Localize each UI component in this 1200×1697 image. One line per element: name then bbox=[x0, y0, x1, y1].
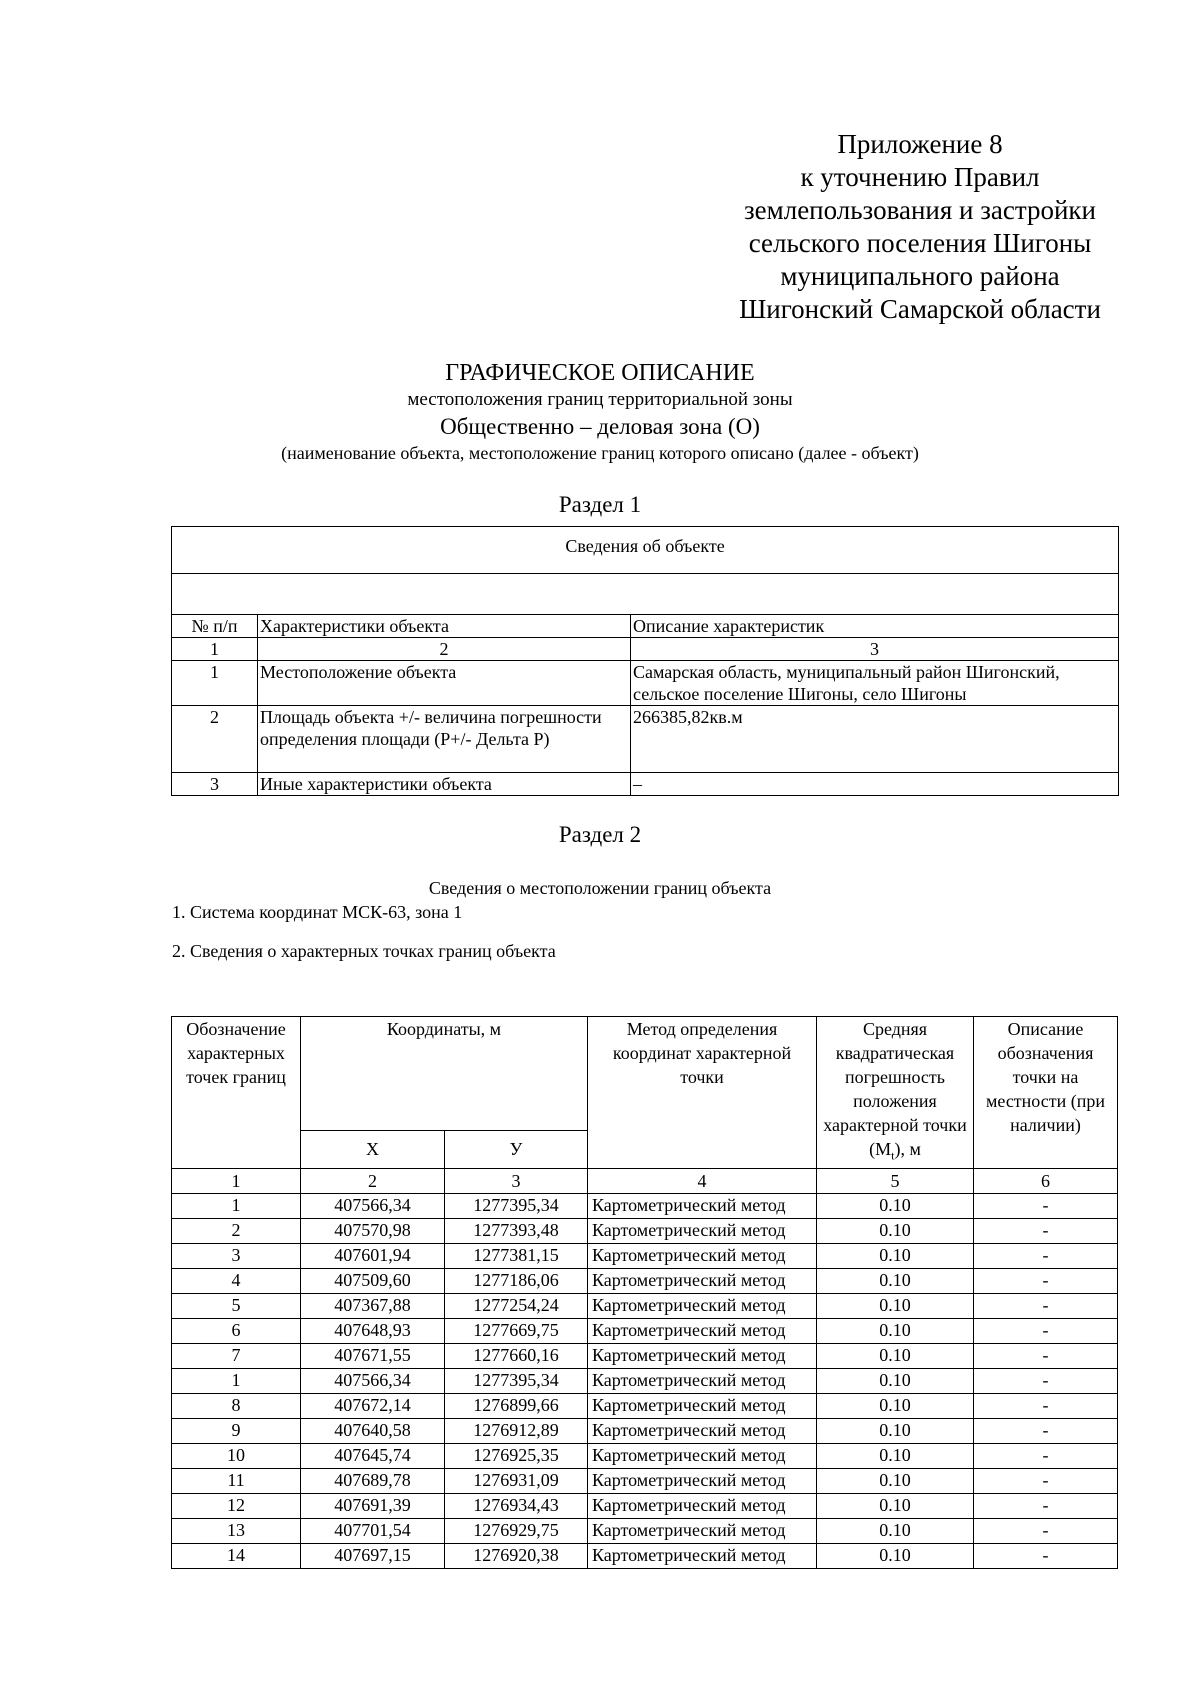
column-number: 6 bbox=[974, 1168, 1118, 1193]
error-value: 0.10 bbox=[817, 1393, 974, 1418]
point-id: 13 bbox=[172, 1518, 301, 1543]
coord-x: 407671,55 bbox=[301, 1343, 445, 1368]
points-heading: 2. Сведения о характерных точках границ объекта bbox=[172, 941, 556, 961]
column-number: 2 bbox=[258, 638, 631, 661]
coord-x: 407640,58 bbox=[301, 1418, 445, 1443]
header-method: Метод определения координат характерной точки bbox=[588, 1017, 817, 1169]
table-row bbox=[172, 1193, 1118, 1218]
header-cell: Описание характеристик bbox=[631, 615, 1119, 638]
table-row bbox=[172, 1343, 1118, 1368]
coord-x: 407697,15 bbox=[301, 1543, 445, 1568]
table-caption: Сведения об объекте bbox=[172, 527, 1119, 574]
section2-title: Раздел 2 bbox=[558, 822, 642, 847]
document-subtitle: местоположения границ территориальной зоны bbox=[407, 389, 793, 410]
method: Картометрический метод bbox=[588, 1293, 817, 1318]
coord-x: 407689,78 bbox=[301, 1468, 445, 1493]
coord-y: 1276920,38 bbox=[445, 1543, 588, 1568]
coordinate-system: 1. Система координат МСК-63, зона 1 bbox=[172, 902, 463, 922]
coord-y: 1277660,16 bbox=[445, 1343, 588, 1368]
column-number: 4 bbox=[588, 1168, 817, 1193]
error-value: 0.10 bbox=[817, 1293, 974, 1318]
point-id: 3 bbox=[172, 1243, 301, 1268]
coord-y: 1276934,43 bbox=[445, 1493, 588, 1518]
coord-x: 407645,74 bbox=[301, 1443, 445, 1468]
method: Картометрический метод bbox=[588, 1493, 817, 1518]
point-id: 7 bbox=[172, 1343, 301, 1368]
coord-y: 1277669,75 bbox=[445, 1318, 588, 1343]
point-description: - bbox=[974, 1518, 1118, 1543]
method: Картометрический метод bbox=[588, 1418, 817, 1443]
table-row bbox=[172, 1368, 1118, 1393]
coord-y: 1277395,34 bbox=[445, 1193, 588, 1218]
column-number: 5 bbox=[817, 1168, 974, 1193]
point-description: - bbox=[974, 1418, 1118, 1443]
table-row bbox=[172, 1518, 1118, 1543]
row-number: 2 bbox=[172, 706, 258, 773]
section2-caption: Сведения о местоположении границ объекта bbox=[428, 878, 772, 898]
section1-title: Раздел 1 bbox=[558, 492, 642, 517]
column-number: 1 bbox=[172, 1168, 301, 1193]
coord-y: 1276929,75 bbox=[445, 1518, 588, 1543]
coord-x: 407509,60 bbox=[301, 1268, 445, 1293]
header-point: Обозначение характерных точек границ bbox=[172, 1017, 301, 1169]
coord-x: 407367,88 bbox=[301, 1293, 445, 1318]
appendix-line: сельского поселения Шигоны bbox=[748, 228, 1092, 258]
point-description: - bbox=[974, 1318, 1118, 1343]
column-number: 3 bbox=[631, 638, 1119, 661]
coord-x: 407601,94 bbox=[301, 1243, 445, 1268]
coord-x: 407648,93 bbox=[301, 1318, 445, 1343]
table-row bbox=[172, 1318, 1118, 1343]
error-value: 0.10 bbox=[817, 1343, 974, 1368]
error-value: 0.10 bbox=[817, 1318, 974, 1343]
row-number: 3 bbox=[172, 773, 258, 796]
coord-y: 1277254,24 bbox=[445, 1293, 588, 1318]
coord-x: 407691,39 bbox=[301, 1493, 445, 1518]
title-note: (наименование объекта, местоположение границ которого описано (далее - объект) bbox=[281, 443, 919, 463]
point-description: - bbox=[974, 1293, 1118, 1318]
point-id: 12 bbox=[172, 1493, 301, 1518]
error-value: 0.10 bbox=[817, 1418, 974, 1443]
table-row bbox=[172, 1393, 1118, 1418]
method: Картометрический метод bbox=[588, 1443, 817, 1468]
point-id: 11 bbox=[172, 1468, 301, 1493]
error-value: 0.10 bbox=[817, 1368, 974, 1393]
characteristic-value: – bbox=[631, 773, 1119, 796]
point-id: 14 bbox=[172, 1543, 301, 1568]
method: Картометрический метод bbox=[588, 1243, 817, 1268]
coord-x: 407672,14 bbox=[301, 1393, 445, 1418]
table-row bbox=[172, 706, 1119, 773]
header-error-text: Средняя квадратическая погрешность положения характерной точки (M bbox=[823, 1019, 967, 1159]
method: Картометрический метод bbox=[588, 1468, 817, 1493]
table-row bbox=[172, 1418, 1118, 1443]
table-row bbox=[172, 773, 1119, 796]
point-description: - bbox=[974, 1368, 1118, 1393]
table-row bbox=[172, 1543, 1118, 1568]
coord-x: 407566,34 bbox=[301, 1368, 445, 1393]
table-row bbox=[172, 1218, 1118, 1243]
error-value: 0.10 bbox=[817, 1543, 974, 1568]
error-value: 0.10 bbox=[817, 1518, 974, 1543]
error-value: 0.10 bbox=[817, 1468, 974, 1493]
header-error-suffix: ), м bbox=[894, 1139, 921, 1159]
coord-x: 407570,98 bbox=[301, 1218, 445, 1243]
table-row bbox=[172, 1268, 1118, 1293]
point-id: 6 bbox=[172, 1318, 301, 1343]
coord-y: 1277381,15 bbox=[445, 1243, 588, 1268]
method: Картометрический метод bbox=[588, 1318, 817, 1343]
header-description: Описание обозначения точки на местности (при наличии) bbox=[974, 1017, 1118, 1169]
point-id: 2 bbox=[172, 1218, 301, 1243]
method: Картометрический метод bbox=[588, 1393, 817, 1418]
zone-name: Общественно – деловая зона (О) bbox=[440, 414, 760, 439]
column-number: 1 bbox=[172, 638, 258, 661]
characteristic-name: Площадь объекта +/- величина погрешности определения площади (Р+/- Дельта Р) bbox=[258, 706, 631, 773]
point-description: - bbox=[974, 1343, 1118, 1368]
coord-y: 1276925,35 bbox=[445, 1443, 588, 1468]
header-y: У bbox=[445, 1131, 588, 1168]
appendix-line: к уточнению Правил bbox=[800, 162, 1040, 192]
method: Картометрический метод bbox=[588, 1268, 817, 1293]
appendix-header bbox=[720, 128, 1120, 326]
table-row bbox=[172, 1468, 1118, 1493]
table-row bbox=[172, 1293, 1118, 1318]
table-row bbox=[172, 1493, 1118, 1518]
header-cell: № п/п bbox=[172, 615, 258, 638]
point-description: - bbox=[974, 1493, 1118, 1518]
coord-y: 1276931,09 bbox=[445, 1468, 588, 1493]
point-description: - bbox=[974, 1193, 1118, 1218]
coord-y: 1277186,06 bbox=[445, 1268, 588, 1293]
document-title: ГРАФИЧЕСКОЕ ОПИСАНИЕ bbox=[445, 360, 755, 386]
method: Картометрический метод bbox=[588, 1518, 817, 1543]
table-row bbox=[172, 1243, 1118, 1268]
point-description: - bbox=[974, 1268, 1118, 1293]
table-row bbox=[172, 661, 1119, 706]
appendix-line: землепользования и застройки bbox=[743, 195, 1096, 225]
method: Картометрический метод bbox=[588, 1343, 817, 1368]
point-id: 1 bbox=[172, 1193, 301, 1218]
appendix-line: Приложение 8 bbox=[837, 129, 1003, 159]
document-title-block bbox=[0, 358, 1200, 465]
point-description: - bbox=[974, 1393, 1118, 1418]
object-info-table bbox=[171, 526, 1119, 796]
header-coords: Координаты, м bbox=[301, 1017, 588, 1131]
characteristic-value: Самарская область, муниципальный район Шигонский, сельское поселение Шигоны, село Шигоны bbox=[631, 661, 1119, 706]
column-number: 2 bbox=[301, 1168, 445, 1193]
error-value: 0.10 bbox=[817, 1218, 974, 1243]
point-description: - bbox=[974, 1243, 1118, 1268]
point-id: 9 bbox=[172, 1418, 301, 1443]
point-id: 4 bbox=[172, 1268, 301, 1293]
error-value: 0.10 bbox=[817, 1193, 974, 1218]
boundary-points-table bbox=[171, 1016, 1118, 1569]
point-description: - bbox=[974, 1218, 1118, 1243]
error-value: 0.10 bbox=[817, 1268, 974, 1293]
point-description: - bbox=[974, 1543, 1118, 1568]
appendix-line: муниципального района bbox=[780, 261, 1060, 291]
point-id: 5 bbox=[172, 1293, 301, 1318]
point-id: 1 bbox=[172, 1368, 301, 1393]
table-row bbox=[172, 1443, 1118, 1468]
characteristic-name: Местоположение объекта bbox=[258, 661, 631, 706]
characteristic-name: Иные характеристики объекта bbox=[258, 773, 631, 796]
header-cell: Характеристики объекта bbox=[258, 615, 631, 638]
point-description: - bbox=[974, 1443, 1118, 1468]
error-value: 0.10 bbox=[817, 1443, 974, 1468]
method: Картометрический метод bbox=[588, 1218, 817, 1243]
coord-y: 1277395,34 bbox=[445, 1368, 588, 1393]
appendix-line: Шигонский Самарской области bbox=[739, 294, 1101, 324]
coord-y: 1276912,89 bbox=[445, 1418, 588, 1443]
table-empty-row bbox=[172, 574, 1119, 615]
header-x: X bbox=[301, 1131, 445, 1168]
point-description: - bbox=[974, 1468, 1118, 1493]
coord-y: 1277393,48 bbox=[445, 1218, 588, 1243]
row-number: 1 bbox=[172, 661, 258, 706]
method: Картометрический метод bbox=[588, 1543, 817, 1568]
point-id: 10 bbox=[172, 1443, 301, 1468]
method: Картометрический метод bbox=[588, 1368, 817, 1393]
method: Картометрический метод bbox=[588, 1193, 817, 1218]
coord-y: 1276899,66 bbox=[445, 1393, 588, 1418]
point-id: 8 bbox=[172, 1393, 301, 1418]
coord-x: 407701,54 bbox=[301, 1518, 445, 1543]
characteristic-value: 266385,82кв.м bbox=[631, 706, 1119, 773]
error-value: 0.10 bbox=[817, 1493, 974, 1518]
column-number: 3 bbox=[445, 1168, 588, 1193]
error-value: 0.10 bbox=[817, 1243, 974, 1268]
coord-x: 407566,34 bbox=[301, 1193, 445, 1218]
header-error bbox=[817, 1017, 974, 1169]
header-error-sub: t bbox=[891, 1148, 895, 1163]
